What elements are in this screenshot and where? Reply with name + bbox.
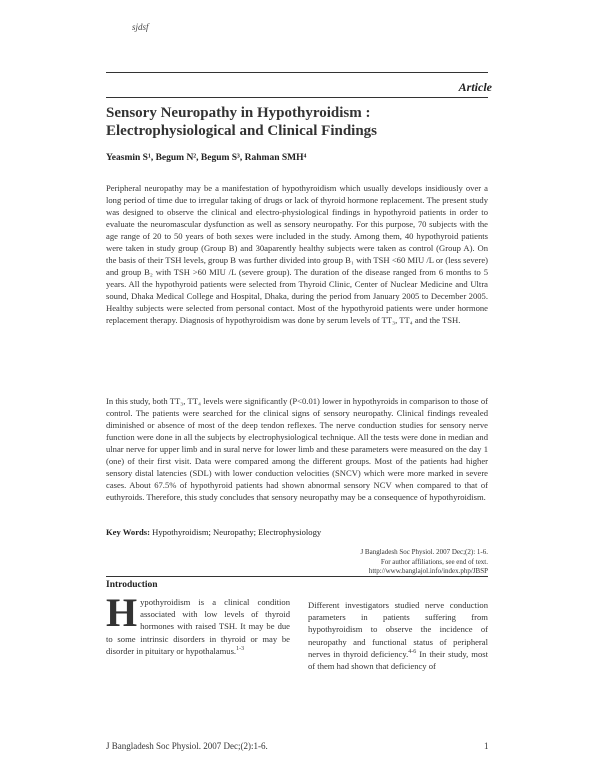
citation-affiliation-note: For author affiliations, see end of text. <box>380 557 488 566</box>
intro-col1-text: ypothyroidism is a clinical condition associated with low levels of thyroid hormones with raised TSH. It may be due to some intrinsic disorders in thyroid or may be disorder in pituitary or hypothalamus. <box>106 597 290 656</box>
introduction-heading: Introduction <box>106 580 158 590</box>
author-list: Yeasmin S¹, Begum N², Begum S³, Rahman SMH⁴ <box>106 153 307 163</box>
intro-col2-reference: 4-6 <box>408 648 417 655</box>
page-number: 1 <box>484 741 489 751</box>
citation-journal: J Bangladesh Soc Physiol. 2007 Dec;(2): 1-6. <box>360 548 488 556</box>
intro-col1-reference: 1-3 <box>236 645 245 652</box>
intro-column-2 <box>308 599 488 672</box>
keywords-label: Key Words: <box>106 527 151 537</box>
keywords-text: Hypothyroidism; Neuropathy; Electrophysiology <box>152 527 322 537</box>
intro-rule <box>106 576 488 577</box>
top-rule <box>106 72 488 73</box>
keywords <box>106 527 321 537</box>
intro-column-1 <box>106 590 290 657</box>
citation-url[interactable]: http://www.banglajol.info/index.php/JBSP <box>368 567 488 575</box>
drop-cap: H <box>106 590 138 635</box>
title-rule <box>106 97 488 98</box>
abstract-paragraph-2: In this study, both TT₃, TT₄ levels were significantly (P<0.01) lower in hypothyroids in comparison to those of control. The patients were searched for the clinical signs of sensory neuropathy. Clinical findings revealed diminished or absence of most of the deep tendon reflexes. The nerve conduction studies for sensory nerve function were done in all the subjects by electrophysiological technique. All the tests were done in median and ulnar nerve for upper limb and in sural nerve for lower limb and these parameters were measured on the day 1 (one) of their first visit. Data were compared among the different groups. Most of the patients had higher sensory distal latencies (SDL) with lower conduction velocities (SNCV) which were more marked in severe cases. About 67.5% of hypothyroid patients had shown abnormal sensory NCV when compared to that of euthyroids. Therefore, this study concludes that sensory neuropathy may be a consequence of hypothyroidism. <box>106 396 488 502</box>
abstract-paragraph-1: Peripheral neuropathy may be a manifestation of hypothyroidism which usually develops insidiously over a long period of time due to irregular taking of drugs or lack of thyroid hormone replacement. The present study was designed to observe the clinical and electro-physiological findings in hypothyroid patients in order to evaluate the neuromascular dysfunction as well as sensory neuropathy. For this purpose, 70 subjects with the age range of 20 to 50 years of both sexes were included in the study. Among them, 40 hypothyroid patients were taken in study group (Group B) and 30aparently healthy subjects were taken as control (Group A). On the basis of their TSH levels, group B was further divided into group B₁ with TSH <60 MIU /L or (less severe) and group B₂ with TSH >60 MIU /L (severe group). The duration of the disease ranged from 6 months to 5 years. All the hypothyroid patients were selected from Thyroid Clinic, Center of Nuclear Medicine and Ultra sound, Dhaka Medical College and Hospital, Dhaka, during the period from January 2005 to December 2005. Healthy subjects were selected from personal contact. Most of the hypothyroid patients were under hormone replacement therapy. Diagnosis of hypothyroidism was done by serum levels of TT₃, TT₄ and the TSH. <box>106 183 488 325</box>
intro-col2-continuation: In their study, most of them had shown that deficiency of <box>308 648 488 672</box>
citation-block <box>228 548 488 577</box>
footer-citation: J Bangladesh Soc Physiol. 2007 Dec;(2):1-6. <box>106 741 268 751</box>
header-note: sjdsf <box>132 22 149 32</box>
paper-title: Sensory Neuropathy in Hypothyroidism : Electrophysiological and Clinical Findings <box>106 105 378 139</box>
article-label: Article <box>458 80 492 94</box>
intro-col2-text: Different investigators studied nerve conduction parameters in patients suffering from hypothyroidism to observe the incidence of neuropathy and functional status of peripheral nerves in thyroid deficiency. <box>308 600 488 659</box>
